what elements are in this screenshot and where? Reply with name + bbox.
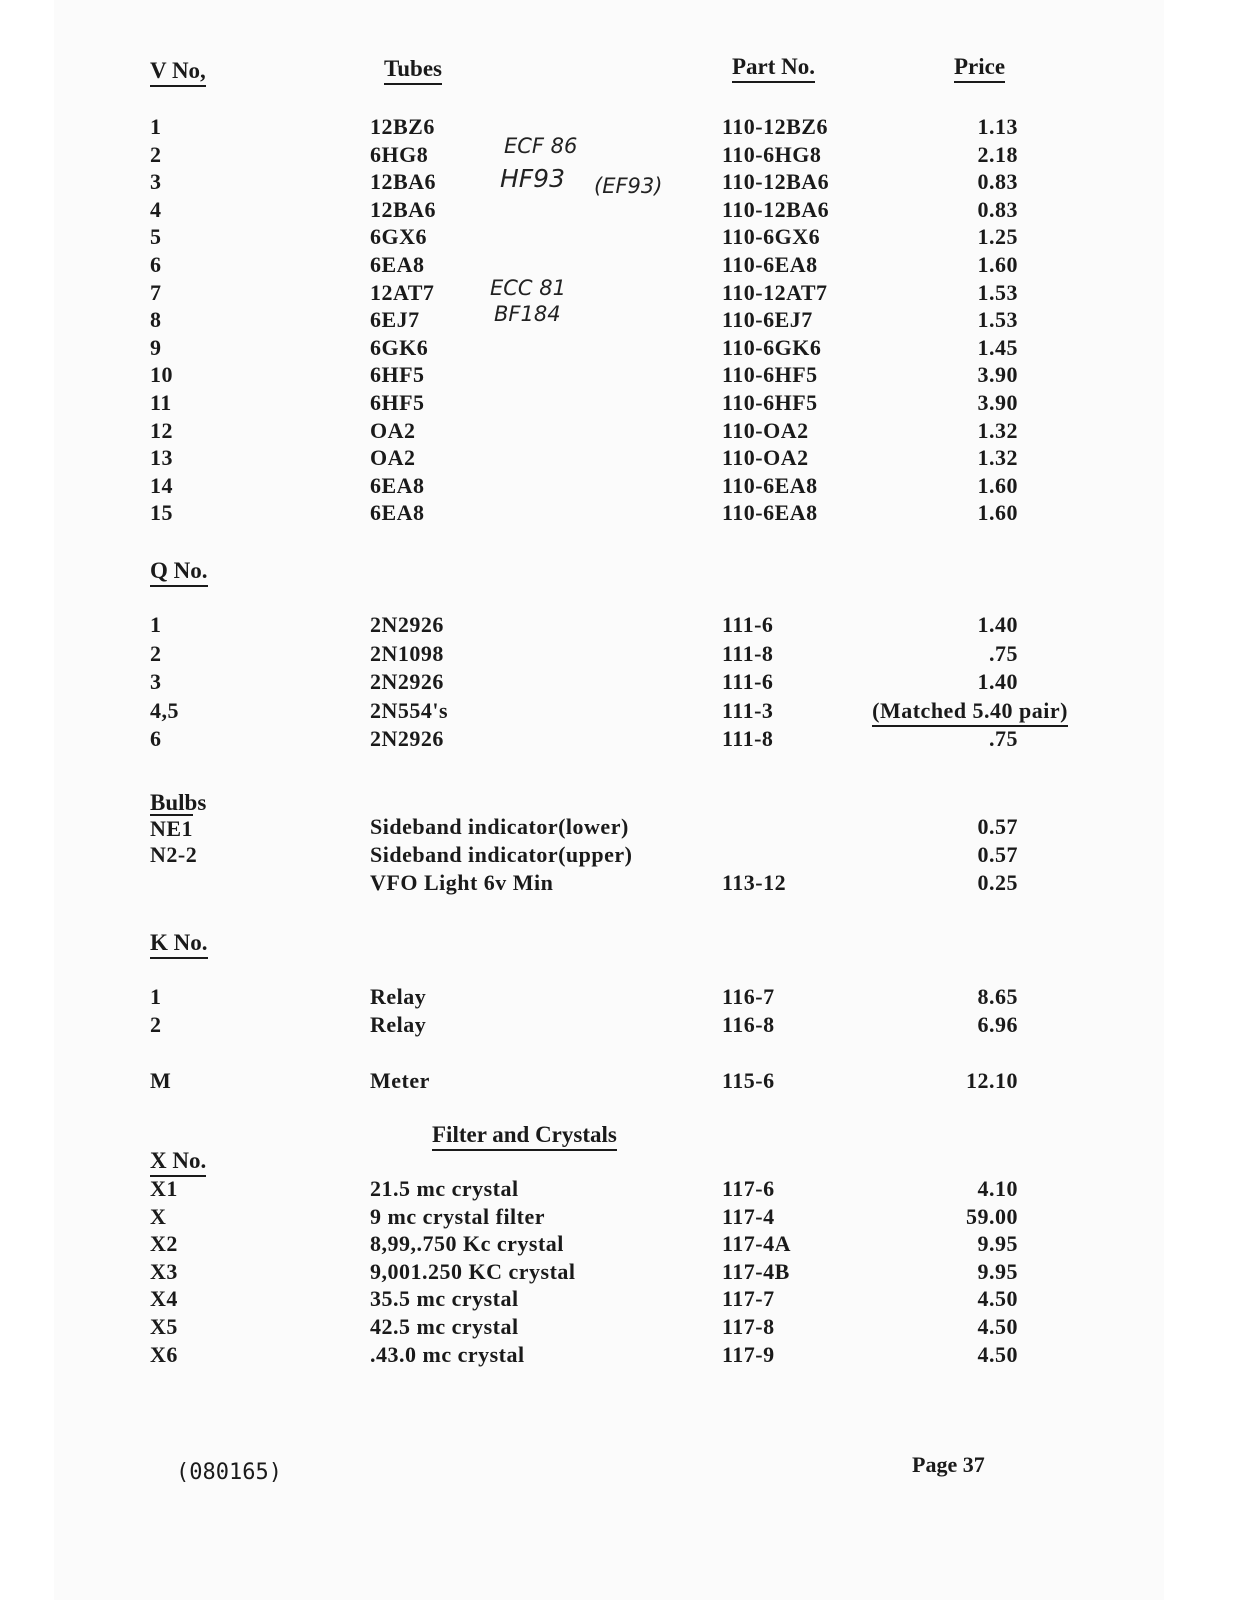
crystal-name: 42.5 mc crystal <box>370 1314 519 1339</box>
bulb-name: Sideband indicator(upper) <box>370 842 633 867</box>
crystal-name: 9 mc crystal filter <box>370 1203 546 1229</box>
crystal-price: 9.95 <box>977 1258 1018 1284</box>
tube-id: 3 <box>150 169 162 195</box>
crystal-name: 35.5 mc crystal <box>370 1286 519 1312</box>
tube-id: 6 <box>150 252 162 277</box>
filter-crystals-title: Filter and Crystals <box>432 1122 617 1151</box>
tube-row <box>54 142 1164 170</box>
handwritten-hf93: HF93 <box>500 164 565 193</box>
handwritten-ecf86: ECF 86 <box>504 134 578 158</box>
tube-part: 110-6EA8 <box>722 500 818 526</box>
crystal-id: X6 <box>150 1341 178 1367</box>
tube-name: 12BA6 <box>370 169 437 195</box>
tube-price: 0.83 <box>977 196 1018 222</box>
crystal-name: 21.5 mc crystal <box>370 1176 519 1201</box>
tube-id: 5 <box>150 224 162 250</box>
bulb-price: 0.57 <box>977 842 1018 867</box>
crystal-name: .43.0 mc crystal <box>370 1341 525 1367</box>
crystal-part: 117-6 <box>722 1176 775 1201</box>
transistor-price: 1.40 <box>977 612 1018 637</box>
meter-part: 115-6 <box>722 1068 775 1093</box>
header-part-no: Part No. <box>732 54 815 83</box>
transistor-row <box>54 698 1164 726</box>
tube-price: 1.45 <box>977 334 1018 360</box>
relay-id: 1 <box>150 984 162 1009</box>
crystal-id: X4 <box>150 1286 178 1312</box>
header-x-no: X No. <box>150 1148 206 1177</box>
tube-part: 110-12BZ6 <box>722 114 828 139</box>
tube-row <box>54 114 1164 142</box>
tube-id: 2 <box>150 141 162 167</box>
header-k-no: K No. <box>150 930 208 959</box>
crystal-part: 117-8 <box>722 1314 775 1339</box>
tube-id: 10 <box>150 362 173 388</box>
handwritten-ecc81: ECC 81 <box>490 276 566 300</box>
bulb-name: Sideband indicator(lower) <box>370 814 629 839</box>
header-bulbs: Bulbs <box>150 790 207 815</box>
crystal-row <box>54 1259 1164 1287</box>
meter-name: Meter <box>370 1068 430 1093</box>
tube-row <box>54 390 1164 418</box>
relay-part: 116-8 <box>722 1012 775 1037</box>
tube-id: 1 <box>150 114 162 139</box>
crystal-price: 4.50 <box>977 1286 1018 1312</box>
tube-name: 6EA8 <box>370 252 425 277</box>
crystal-id: X2 <box>150 1231 178 1257</box>
document-code: (080165) <box>176 1460 282 1485</box>
crystal-row <box>54 1342 1164 1370</box>
tube-name: 6HF5 <box>370 390 425 415</box>
crystal-row <box>54 1314 1164 1342</box>
tube-price: 0.83 <box>977 169 1018 195</box>
tube-price: 1.25 <box>977 224 1018 250</box>
transistor-row <box>54 669 1164 697</box>
tube-row <box>54 280 1164 308</box>
header-v-no: V No, <box>150 58 206 87</box>
tube-part: 110-6HG8 <box>722 141 822 167</box>
transistor-name: 2N554's <box>370 697 449 723</box>
tube-row <box>54 500 1164 528</box>
crystal-price: 59.00 <box>966 1203 1018 1229</box>
tube-part: 110-12BA6 <box>722 169 830 195</box>
tube-price: 2.18 <box>977 141 1018 167</box>
tube-part: 110-OA2 <box>722 445 809 471</box>
tube-row <box>54 445 1164 473</box>
tube-id: 14 <box>150 472 173 498</box>
relay-price: 6.96 <box>977 1012 1018 1037</box>
crystal-part: 117-4A <box>722 1231 791 1257</box>
tube-row <box>54 473 1164 501</box>
handwritten-bf184: BF184 <box>494 302 561 326</box>
transistor-price: (Matched 5.40 pair) <box>872 698 1068 727</box>
transistor-id: 3 <box>150 669 162 694</box>
tube-name: OA2 <box>370 445 416 471</box>
crystal-price: 4.50 <box>977 1314 1018 1339</box>
transistor-id: 2 <box>150 640 162 666</box>
bulb-id: N2-2 <box>150 842 198 867</box>
crystal-id: X3 <box>150 1258 178 1284</box>
crystal-part: 117-4B <box>722 1258 790 1284</box>
document-page <box>54 0 1164 1600</box>
tube-price: 1.13 <box>977 114 1018 139</box>
header-tubes: Tubes <box>384 56 442 85</box>
crystal-id: X <box>150 1203 167 1229</box>
tube-id: 11 <box>150 390 172 415</box>
tube-price: 1.53 <box>977 279 1018 305</box>
tube-part: 110-6GX6 <box>722 224 821 250</box>
transistor-part: 111-8 <box>722 640 774 666</box>
relay-part: 116-7 <box>722 984 775 1009</box>
crystal-price: 9.95 <box>977 1231 1018 1257</box>
transistor-part: 111-6 <box>722 669 774 694</box>
crystal-price: 4.10 <box>977 1176 1018 1201</box>
tube-price: 1.32 <box>977 445 1018 471</box>
tube-name: 6EJ7 <box>370 307 420 333</box>
tube-price: 1.60 <box>977 472 1018 498</box>
relay-price: 8.65 <box>977 984 1018 1009</box>
tube-part: 110-6GK6 <box>722 334 822 360</box>
transistor-row <box>54 641 1164 669</box>
tube-name: 12AT7 <box>370 279 435 305</box>
bulb-id: NE1 <box>150 816 194 841</box>
transistor-price: .75 <box>989 640 1018 666</box>
crystal-name: 8,99,.750 Kc crystal <box>370 1231 564 1257</box>
crystal-row <box>54 1231 1164 1259</box>
transistor-id: 4,5 <box>150 697 179 723</box>
relay-row <box>54 984 1164 1012</box>
tube-id: 7 <box>150 279 162 305</box>
transistor-row <box>54 726 1164 754</box>
tube-part: 110-12BA6 <box>722 196 830 222</box>
meter-id: M <box>150 1068 172 1093</box>
tube-row <box>54 418 1164 446</box>
tube-row <box>54 252 1164 280</box>
header-q-no: Q No. <box>150 558 208 587</box>
transistor-part: 111-6 <box>722 612 774 637</box>
tube-name: 6EA8 <box>370 500 425 526</box>
transistor-price: 1.40 <box>977 669 1018 694</box>
handwritten-ef93: (EF93) <box>594 174 663 198</box>
crystal-part: 117-4 <box>722 1203 775 1229</box>
tube-part: 110-12AT7 <box>722 279 828 305</box>
header-price: Price <box>954 54 1005 83</box>
tube-price: 1.60 <box>977 252 1018 277</box>
transistor-name: 2N2926 <box>370 726 444 751</box>
crystal-row <box>54 1286 1164 1314</box>
transistor-price: .75 <box>989 726 1018 751</box>
tube-price: 3.90 <box>977 390 1018 415</box>
tube-price: 1.32 <box>977 417 1018 443</box>
tube-name: 6EA8 <box>370 472 425 498</box>
tube-name: 12BZ6 <box>370 114 435 139</box>
relay-name: Relay <box>370 984 427 1009</box>
relay-name: Relay <box>370 1012 427 1037</box>
transistor-row <box>54 612 1164 640</box>
crystal-id: X1 <box>150 1176 178 1201</box>
tube-row <box>54 224 1164 252</box>
tube-row <box>54 335 1164 363</box>
transistor-name: 2N2926 <box>370 669 444 694</box>
tube-id: 9 <box>150 334 162 360</box>
tube-part: 110-6HF5 <box>722 390 818 415</box>
transistor-part: 111-8 <box>722 726 774 751</box>
page-number: Page 37 <box>912 1452 985 1477</box>
bulb-row <box>54 842 1164 870</box>
tube-price: 3.90 <box>977 362 1018 388</box>
crystal-price: 4.50 <box>977 1341 1018 1367</box>
tube-row <box>54 362 1164 390</box>
crystal-row <box>54 1176 1164 1204</box>
relay-id: 2 <box>150 1012 162 1037</box>
bulb-row <box>54 814 1164 842</box>
tube-name: 6GK6 <box>370 334 429 360</box>
tube-part: 110-6EJ7 <box>722 307 813 333</box>
tube-row <box>54 197 1164 225</box>
crystal-part: 117-7 <box>722 1286 775 1312</box>
meter-row <box>54 1068 1164 1096</box>
tube-name: OA2 <box>370 417 416 443</box>
tube-id: 15 <box>150 500 173 526</box>
crystal-part: 117-9 <box>722 1341 775 1367</box>
tube-name: 6HG8 <box>370 141 429 167</box>
transistor-id: 1 <box>150 612 162 637</box>
bulb-price: 0.57 <box>977 814 1018 839</box>
bulb-name: VFO Light 6v Min <box>370 870 554 895</box>
tube-part: 110-6EA8 <box>722 252 818 277</box>
tube-part: 110-6HF5 <box>722 362 818 388</box>
tube-price: 1.53 <box>977 307 1018 333</box>
relay-row <box>54 1012 1164 1040</box>
tube-name: 6HF5 <box>370 362 425 388</box>
crystal-row <box>54 1204 1164 1232</box>
transistor-id: 6 <box>150 726 162 751</box>
transistor-part: 111-3 <box>722 697 774 723</box>
bulb-row <box>54 870 1164 898</box>
bulb-part: 113-12 <box>722 870 787 895</box>
tube-id: 12 <box>150 417 173 443</box>
tube-part: 110-OA2 <box>722 417 809 443</box>
tube-id: 13 <box>150 445 173 471</box>
tube-row <box>54 307 1164 335</box>
tube-price: 1.60 <box>977 500 1018 526</box>
transistor-name: 2N1098 <box>370 640 444 666</box>
meter-price: 12.10 <box>966 1068 1018 1093</box>
tube-id: 8 <box>150 307 162 333</box>
tube-id: 4 <box>150 196 162 222</box>
tube-name: 6GX6 <box>370 224 427 250</box>
crystal-id: X5 <box>150 1314 178 1339</box>
tube-part: 110-6EA8 <box>722 472 818 498</box>
transistor-name: 2N2926 <box>370 612 444 637</box>
crystal-name: 9,001.250 KC crystal <box>370 1258 576 1284</box>
tube-name: 12BA6 <box>370 196 437 222</box>
bulb-price: 0.25 <box>977 870 1018 895</box>
